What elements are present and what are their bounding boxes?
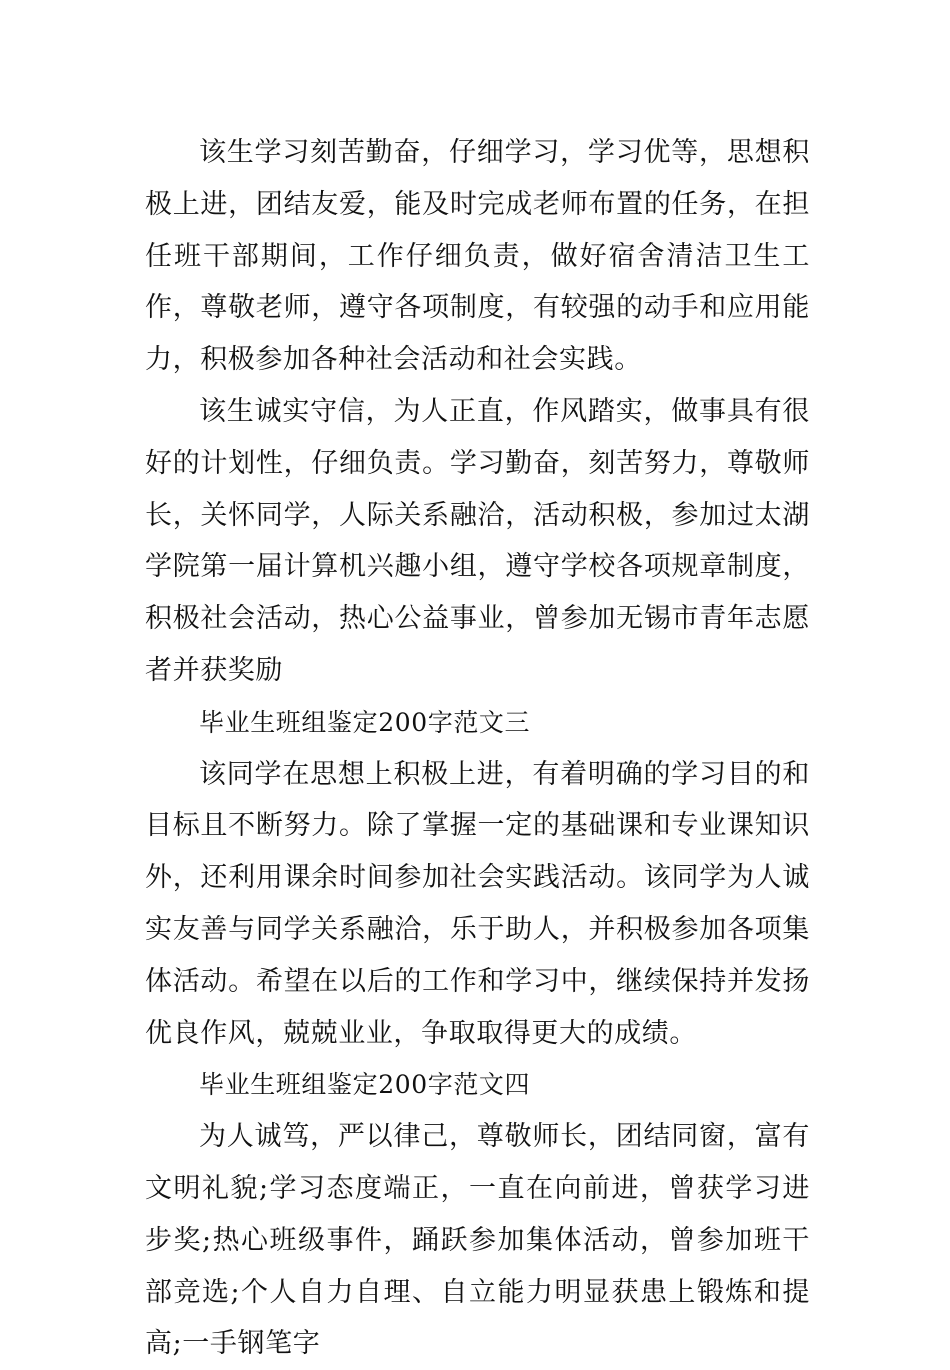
paragraph-2: 该生诚实守信，为人正直，作风踏实，做事具有很好的计划性，仔细负责。学习勤奋，刻苦努力，尊敬师长，关怀同学，人际关系融洽，活动积极，参加过太湖学院第一届计算机兴趣小组，遵守学校各项规章制度，积极社会活动，热心公益事业，曾参加无锡市青年志愿者并获奖励 — [145, 395, 810, 686]
section-heading-3: 毕业生班组鉴定200字范文三 — [199, 707, 531, 737]
document-body — [145, 127, 810, 1370]
paragraph-4: 为人诚笃，严以律己，尊敬师长，团结同窗，富有文明礼貌;学习态度端正，一直在向前进，曾获学习进步奖;热心班级事件，踊跃参加集体活动，曾参加班干部竞选;个人自力自理、自立能力明显获患上锻炼和提高;一手钢笔字 — [145, 1121, 810, 1360]
paragraph-1: 该生学习刻苦勤奋，仔细学习，学习优等，思想积极上进，团结友爱，能及时完成老师布置的任务，在担任班干部期间，工作仔细负责，做好宿舍清洁卫生工作，尊敬老师，遵守各项制度，有较强的动手和应用能力，积极参加各种社会活动和社会实践。 — [145, 137, 810, 376]
paragraph-3: 该同学在思想上积极上进，有着明确的学习目的和目标且不断努力。除了掌握一定的基础课和专业课知识外，还利用课余时间参加社会实践活动。该同学为人诚实友善与同学关系融洽，乐于助人，并积极参加各项集体活动。希望在以后的工作和学习中，继续保持并发扬优良作风，兢兢业业，争取取得更大的成绩。 — [145, 758, 810, 1049]
section-heading-4: 毕业生班组鉴定200字范文四 — [199, 1070, 531, 1100]
